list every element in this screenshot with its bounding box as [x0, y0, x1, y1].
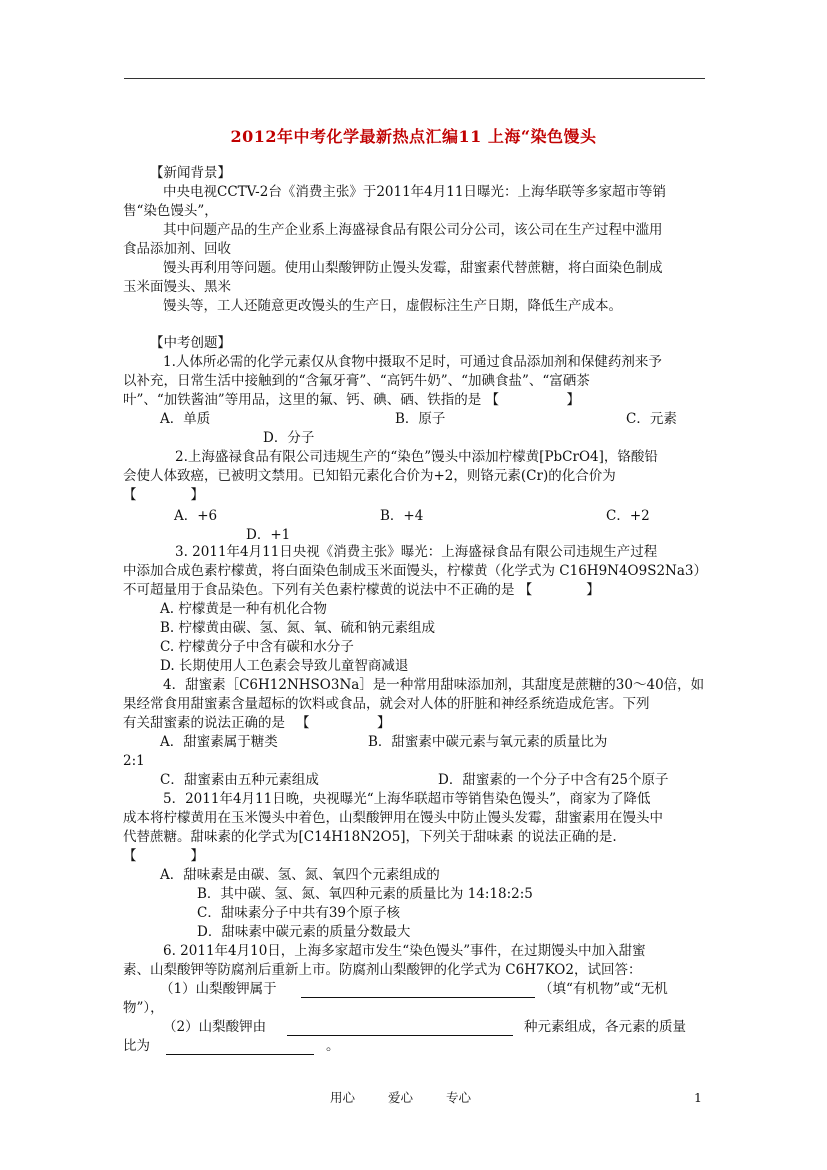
q6-stem: 素、山梨酸钾等防腐剂后重新上市。防腐剂山梨酸钾的化学式为 C6H7KO2，试回答：	[123, 962, 642, 978]
q5-stem: 5．2011年4月11日晚，央视曝光“上海华联超市等销售染色馒头”，商家为了降低	[163, 791, 651, 807]
q6-part1-hint: （填“有机物”或“无机	[539, 981, 668, 997]
q4-option-d: D．甜蜜素的一个分子中含有25个原子	[438, 772, 669, 788]
q6-stem: 6. 2011年4月10日，上海多家超市发生“染色馒头”事件，在过期馒头中加入甜蜜	[163, 943, 646, 959]
q6-part1-label: （1）山梨酸钾属于	[160, 981, 277, 997]
q6-part2-text: 种元素组成，各元素的质量	[524, 1019, 686, 1035]
q2-stem: 【 】	[123, 487, 204, 503]
q6-part2-blank-ratio[interactable]	[166, 1037, 314, 1055]
q2-option-c: C．+2	[606, 508, 650, 524]
q3-option-d: D. 长期使用人工色素会导致儿童智商减退	[160, 658, 409, 674]
q4-option-a: A．甜蜜素属于糖类	[160, 734, 278, 750]
q3-stem: 不可超量用于食品染色。下列有关色素柠檬黄的说法中不正确的是 【 】	[123, 582, 600, 598]
q1-stem: 1.人体所必需的化学元素仅从食物中摄取不足时，可通过食品添加剂和保健药剂来予	[163, 354, 662, 370]
q2-option-b: B．+4	[380, 508, 424, 524]
q5-option-d: D．甜味素中碳元素的质量分数最大	[197, 924, 411, 940]
q6-part1-blank[interactable]	[301, 980, 535, 998]
q3-option-b: B. 柠檬黄由碳、氢、氮、氧、硫和钠元素组成	[160, 620, 436, 636]
footer-text-3: 专心	[446, 1090, 472, 1105]
q3-option-a: A. 柠檬黄是一种有机化合物	[160, 601, 327, 617]
news-line: 玉米面馒头、黑米	[123, 279, 231, 295]
q1-option-d: D．分子	[263, 430, 315, 446]
news-line: 售“染色馒头”，	[123, 203, 218, 219]
footer-text-2: 爱心	[388, 1090, 414, 1105]
q5-option-b: B．其中碳、氢、氮、氧四种元素的质量比为 14:18:2:5	[197, 886, 533, 902]
q3-stem: 3. 2011年4月11日央视《消费主张》曝光：上海盛禄食品有限公司违规生产过程	[175, 544, 658, 560]
q1-stem: 以补充，日常生活中接触到的“含氟牙膏”、“高钙牛奶”、“加碘食盐”、“富硒茶	[123, 373, 590, 389]
q4-stem: 果经常食用甜蜜素含量超标的饮料或食品，就会对人体的肝脏和神经系统造成危害。下列	[123, 696, 650, 712]
q5-option-a: A．甜味素是由碳、氢、氮、氧四个元素组成的	[160, 867, 440, 883]
q2-option-a: A．+6	[174, 508, 218, 524]
news-heading: 【新闻背景】	[150, 165, 231, 181]
q4-stem: 4．甜蜜素［C6H12NHSO3Na］是一种常用甜味添加剂，其甜度是蔗糖的30～40倍，如	[163, 677, 705, 693]
document-title: 2012年中考化学最新热点汇编11 上海“染色馒头	[230, 127, 597, 146]
news-line: 馒头再利用等问题。使用山梨酸钾防止馒头发霉，甜蜜素代替蔗糖，将白面染色制成	[163, 260, 663, 276]
q6-part2-cont: 比为	[123, 1038, 150, 1054]
q5-stem: 【 】	[123, 848, 204, 864]
q1-option-a: A．单质	[160, 411, 211, 427]
q5-stem: 代替蔗糖。甜味素的化学式为[C14H18N2O5]，下列关于甜味素 的说法正确的是.	[123, 829, 617, 845]
q2-stem: 2.上海盛禄食品有限公司违规生产的“染色”馒头中添加柠檬黄[PbCrO4]，铬酸铅	[175, 449, 658, 465]
q6-part2-end: 。	[326, 1038, 340, 1054]
q1-option-c: C．元素	[626, 411, 677, 427]
q6-part2-label: （2）山梨酸钾由	[163, 1019, 267, 1035]
q3-stem: 中添加合成色素柠檬黄，将白面染色制成玉米面馒头，柠檬黄（化学式为 C16H9N4O9S2Na3）	[123, 563, 708, 579]
q2-option-d: D．+1	[246, 527, 291, 543]
q5-option-c: C．甜味素分子中共有39个原子核	[197, 905, 401, 921]
q4-stem: 有关甜蜜素的说法正确的是 【 】	[123, 715, 391, 731]
q3-option-c: C. 柠檬黄分子中含有碳和水分子	[160, 639, 354, 655]
q6-part2-blank-elements[interactable]	[287, 1018, 513, 1036]
q1-option-b: B．原子	[395, 411, 446, 427]
footer-text-1: 用心	[330, 1090, 356, 1105]
q4-option-b-cont: 2:1	[123, 753, 145, 769]
news-line: 馒头等，工人还随意更改馒头的生产日，虚假标注生产日期，降低生产成本。	[163, 298, 622, 314]
q6-part1-cont: 物”），	[123, 1000, 164, 1016]
q2-stem: 会使人体致癌，已被明文禁用。已知铅元素化合价为+2，则铬元素(Cr)的化合价为	[123, 468, 616, 484]
q4-option-b: B．甜蜜素中碳元素与氧元素的质量比为	[368, 734, 608, 750]
news-line: 食品添加剂、回收	[123, 241, 231, 257]
exam-heading: 【中考创题】	[150, 335, 231, 351]
q4-option-c: C．甜蜜素由五种元素组成	[160, 772, 319, 788]
header-rule	[124, 78, 705, 79]
q1-stem: 叶”、“加铁酱油”等用品，这里的氟、钙、碘、硒、铁指的是 【 】	[123, 392, 580, 408]
news-line: 其中问题产品的生产企业系上海盛禄食品有限公司分公司，该公司在生产过程中滥用	[163, 222, 663, 238]
news-line: 中央电视CCTV-2台《消费主张》于2011年4月11日曝光：上海华联等多家超市等销	[163, 184, 666, 200]
q5-stem: 成本将柠檬黄用在玉米馒头中着色，山梨酸钾用在馒头中防止馒头发霉，甜蜜素用在馒头中	[123, 810, 663, 826]
page-number: 1	[694, 1090, 702, 1105]
